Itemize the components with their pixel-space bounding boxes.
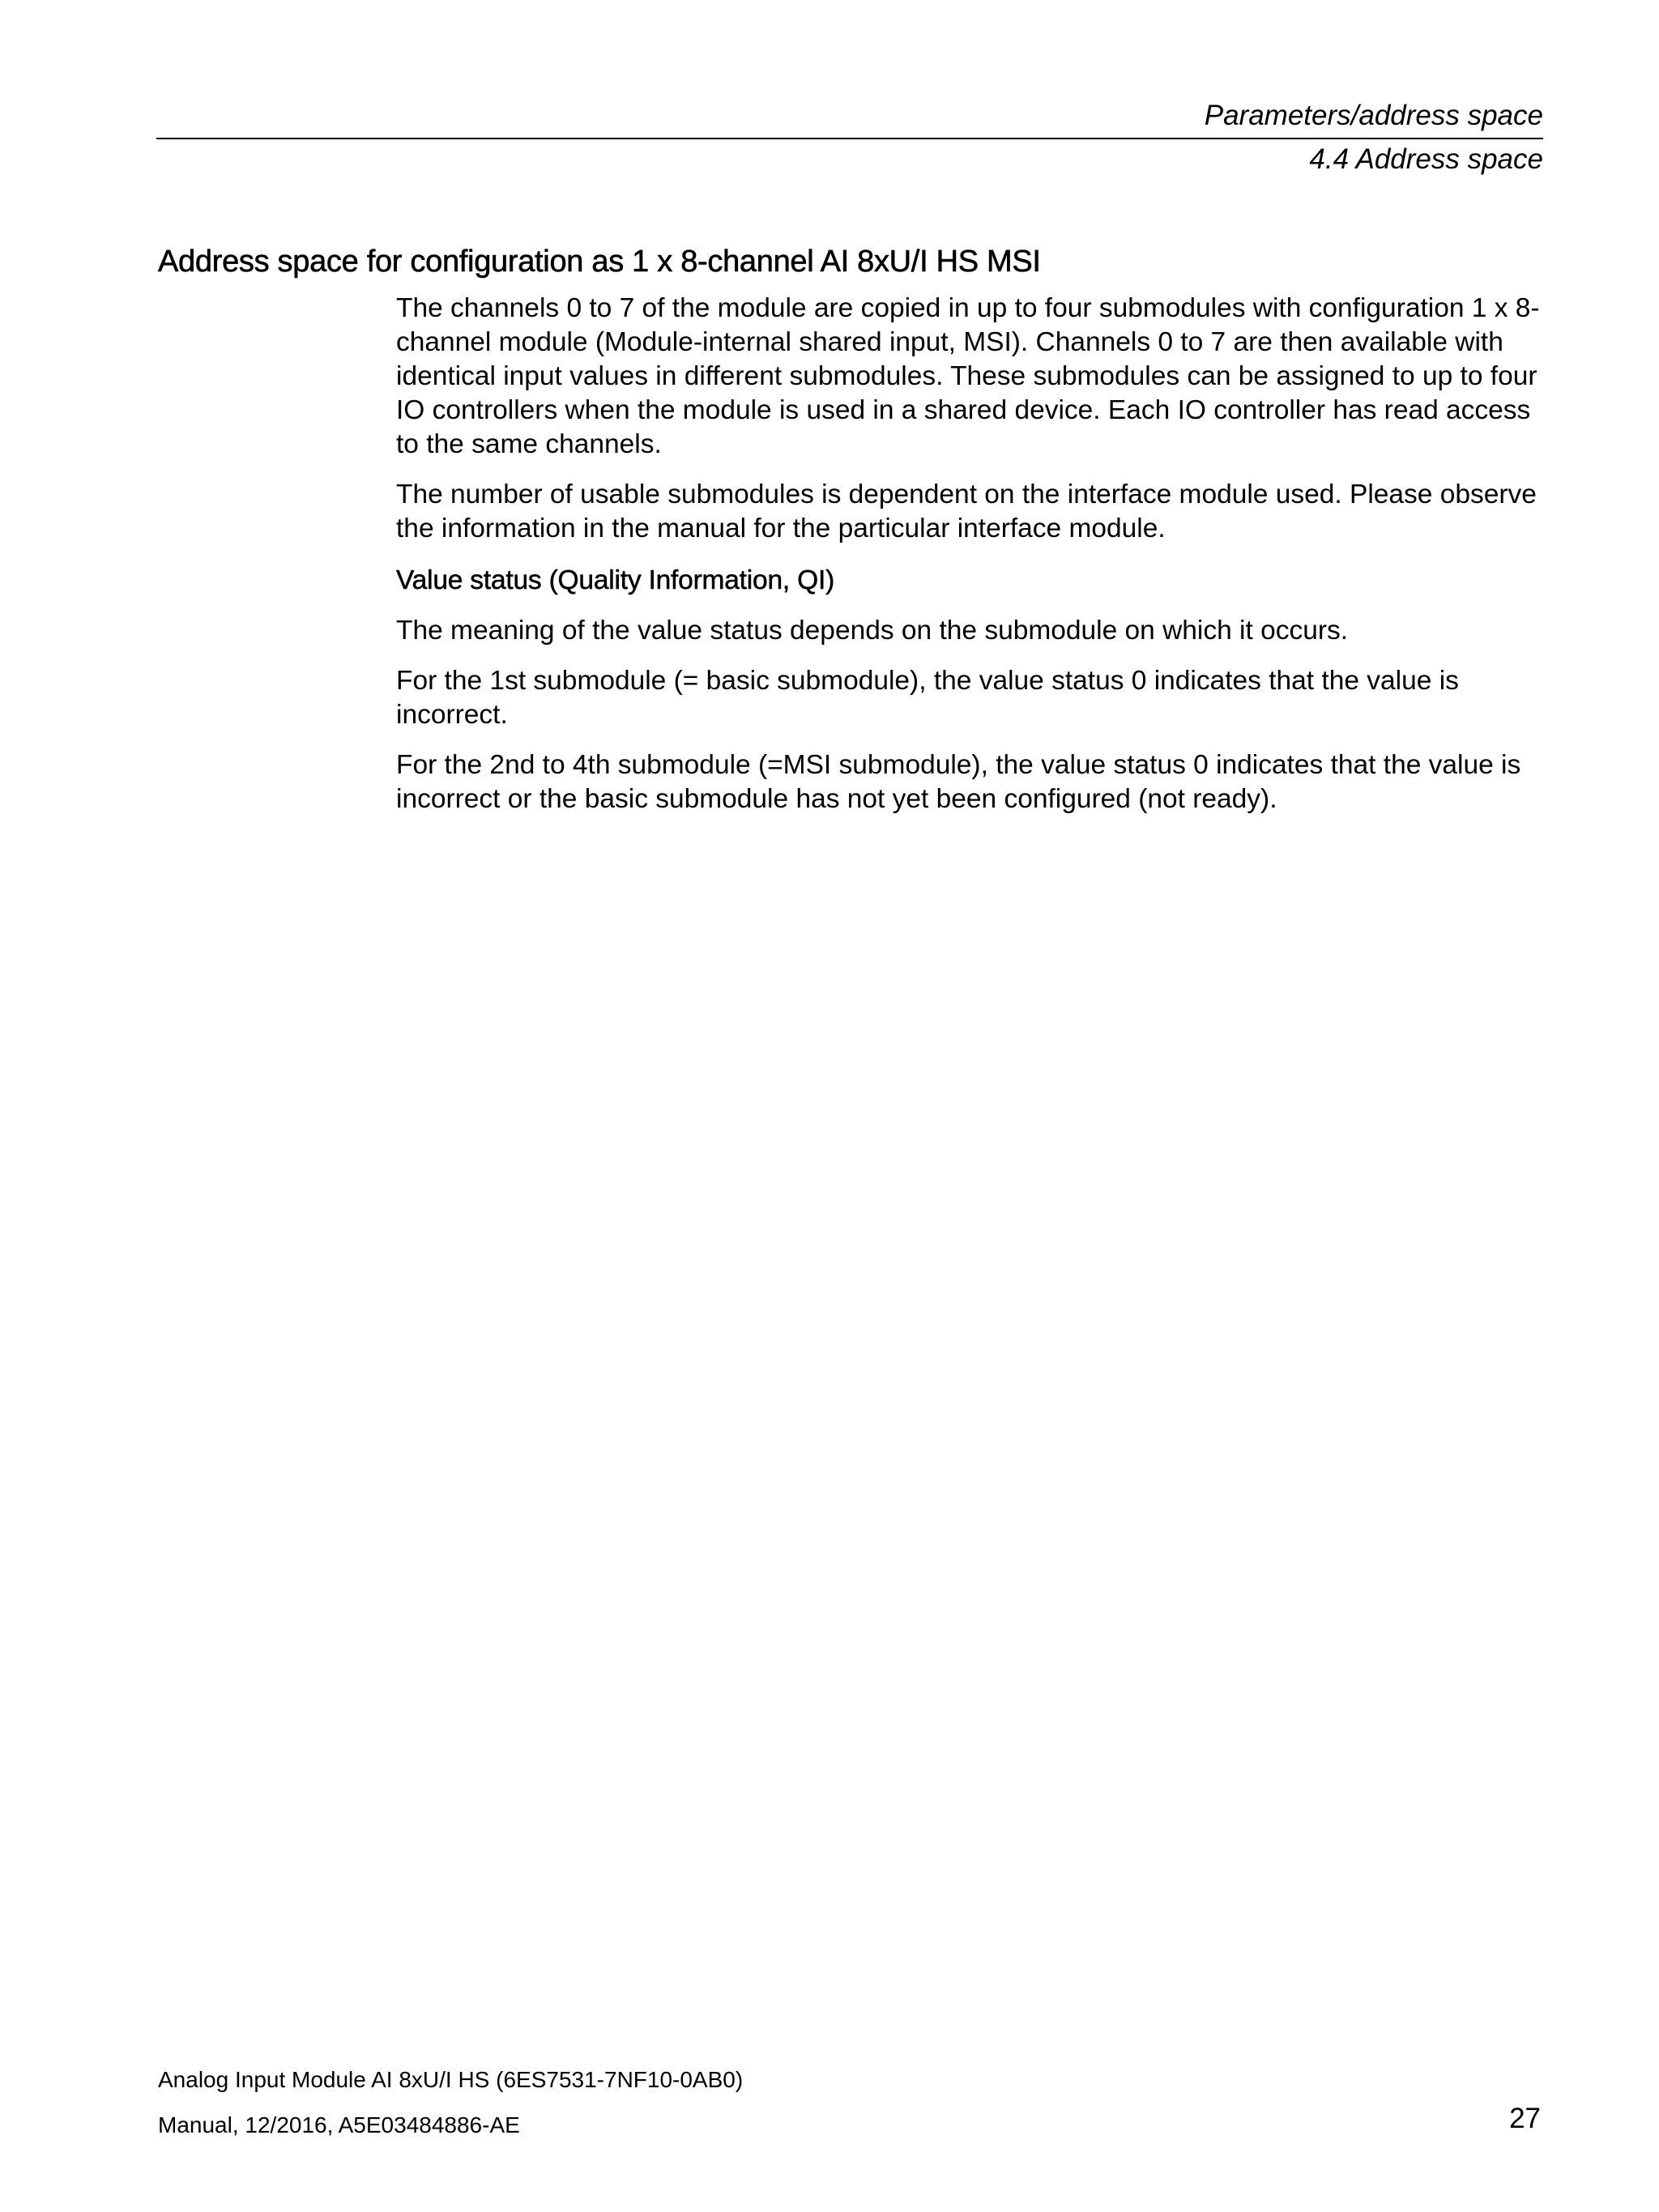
page-footer (158, 2057, 1545, 2148)
footer-product-name: Analog Input Module AI 8xU/I HS (6ES7531-7NF10-0AB0) (158, 2067, 744, 2092)
paragraph-msi-submodule: For the 2nd to 4th submodule (=MSI submodule), the value status 0 indicates that the value is incorrect or the basic submodule has not yet been configured (not ready). (396, 750, 1521, 814)
running-header (156, 96, 1543, 180)
footer-manual-info: Manual, 12/2016, A5E03484886-AE (158, 2112, 520, 2137)
section-heading: Address space for configuration as 1 x 8-channel AI 8xU/I HS MSI (158, 245, 1041, 279)
header-section-title: 4.4 Address space (1309, 143, 1543, 175)
paragraph-value-status-meaning: The meaning of the value status depends on the submodule on which it occurs. (396, 616, 1349, 646)
paragraph-usable-submodules: The number of usable submodules is dependent on the interface module used. Please observe the information in the manual for the particular interface module. (396, 479, 1537, 543)
header-chapter-title: Parameters/address space (156, 96, 1543, 139)
subheading-value-status: Value status (Quality Information, QI) (396, 565, 835, 595)
paragraph-basic-submodule: For the 1st submodule (= basic submodule), the value status 0 indicates that the value is incorrect. (396, 666, 1459, 730)
page-number: 27 (1509, 2103, 1541, 2134)
body-text (396, 292, 1546, 833)
paragraph-channels-copied: The channels 0 to 7 of the module are copied in up to four submodules with configuration 1 x 8-channel module (Module-internal shared input, MSI). Channels 0 to 7 are then available with identical input values in different submodules. These submodules can be assigned to up to four IO controllers when the module is used in a shared device. Each IO controller has read access to the same channels. (396, 293, 1540, 459)
